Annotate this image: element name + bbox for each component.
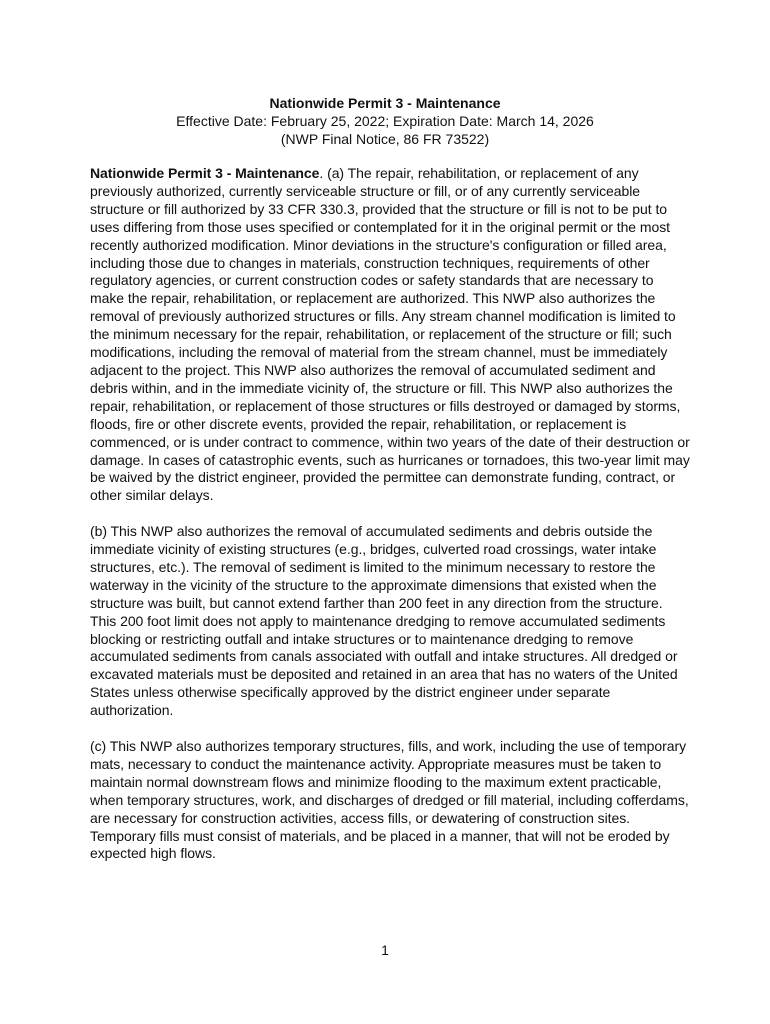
paragraph-text: . (a) The repair, rehabilitation, or replacement of any previously authorized, currently serviceable structure or fill, or of any currently serviceable structure or fill authorized by 33 CFR 330.3, provided that the structure or fill is not to be put to uses differing from those uses specified or contemplated for it in the original permit or the most recently authorized modification. Minor deviations in the structure's configuration or filled area, including those due to changes in materials, construction techniques, requirements of other regulatory agencies, or current construction codes or safety standards that are necessary to make the repair, rehabilitation, or replacement are authorized. This NWP also authorizes the removal of previously authorized structures or fills. Any stream channel modification is limited to the minimum necessary for the repair, rehabilitation, or replacement of the structure or fill; such modifications, including the removal of material from the stream channel, must be immediately adjacent to the project. This NWP also authorizes the removal of accumulated sediment and debris within, and in the immediate vicinity of, the structure or fill. This NWP also authorizes the repair, rehabilitation, or replacement of those structures or fills destroyed or damaged by storms, floods, fire or other discrete events, provided the repair, rehabilitation, or replacement is commenced, or is under contract to commence, within two years of the date of their destruction or damage. In cases of catastrophic events, such as hurricanes or tornadoes, this two-year limit may be waived by the district engineer, provided the permittee can demonstrate funding, contract, or other similar delays. xyxy=(90,165,690,504)
document-header xyxy=(0,94,770,148)
effective-dates: Effective Date: February 25, 2022; Expiration Date: March 14, 2026 xyxy=(176,113,594,129)
final-notice-reference: (NWP Final Notice, 86 FR 73522) xyxy=(280,131,490,147)
paragraph-c: (c) This NWP also authorizes temporary structures, fills, and work, including the use of temporary mats, necessary to conduct the maintenance activity. Appropriate measures must be taken to maintain normal downstream flows and minimize flooding to the maximum extent practicable, when temporary structures, work, and discharges of dredged or fill material, including cofferdams, are necessary for construction activities, access fills, or dewatering of construction sites. Temporary fills must consist of materials, and be placed in a manner, that will not be eroded by expected high flows. xyxy=(90,737,689,862)
document-title: Nationwide Permit 3 - Maintenance xyxy=(269,95,501,111)
document-body xyxy=(90,165,690,881)
page-number: 1 xyxy=(381,942,389,958)
paragraph-a xyxy=(90,165,690,505)
paragraph-lead: Nationwide Permit 3 - Maintenance xyxy=(90,165,320,181)
paragraph-b: (b) This NWP also authorizes the removal of accumulated sediments and debris outside the immediate vicinity of existing structures (e.g., bridges, culverted road crossings, water intake structures, etc.). The removal of sediment is limited to the minimum necessary to restore the waterway in the vicinity of the structure to the approximate dimensions that existed when the structure was built, but cannot extend farther than 200 feet in any direction from the structure. This 200 foot limit does not apply to maintenance dredging to remove accumulated sediments blocking or restricting outfall and intake structures or to maintenance dredging to remove accumulated sediments from canals associated with outfall and intake structures. All dredged or excavated materials must be deposited and retained in an area that has no waters of the United States unless otherwise specifically approved by the district engineer under separate authorization. xyxy=(90,523,678,719)
